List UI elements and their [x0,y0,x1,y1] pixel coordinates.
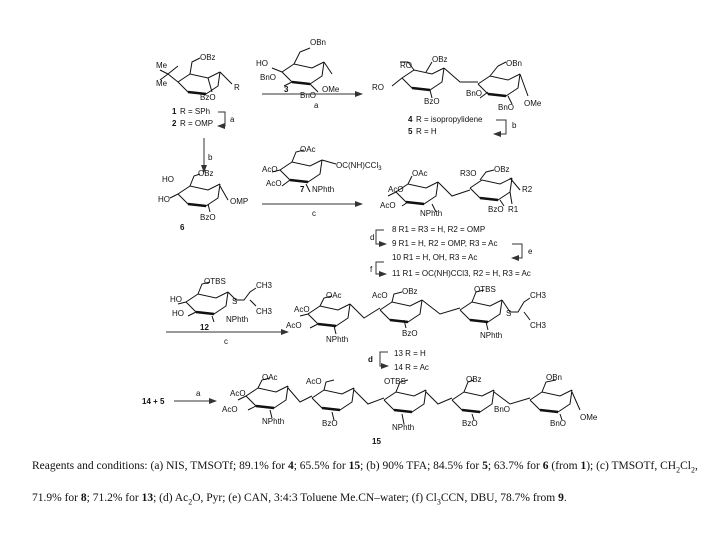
step-e-label: e [528,247,533,256]
step-b-label: b [512,121,517,130]
label-aco: AcO [230,389,246,398]
label-ho: HO [170,295,182,304]
label-bzo: BzO [402,329,418,338]
compound-2-text: R = OMP [180,119,214,128]
label-aco-3: AcO [372,291,388,300]
arrow-step-c-2 [166,332,288,346]
compound-8-text: 8 R1 = R3 = H, R2 = OMP [392,225,486,234]
label-bzo-2: BzO [462,419,478,428]
label-aco: AcO [294,305,310,314]
label-ch3-1: CH3 [256,281,273,290]
label-obz: OBz [432,55,448,64]
label-obz: OBz [198,169,214,178]
compound-12-number: 12 [200,323,209,332]
label-bno-2: BnO [550,419,567,428]
label-obz: OBz [200,53,216,62]
label-r1: R1 [508,205,519,214]
compound-13-14-list [368,349,429,372]
label-aco: AcO [388,185,404,194]
label-s: S [506,309,512,318]
compound-7-number: 7 [300,185,305,194]
label-ome: OMe [524,99,542,108]
label-ro-2: RO [372,83,384,92]
label-bno: BnO [466,89,483,98]
label-oac: OAc [300,145,316,154]
compound-15-number: 15 [372,437,381,446]
compound-4-text: R = isopropylidene [416,115,483,124]
compound-14-text: 14 R = Ac [394,363,429,372]
label-ho-2: HO [158,195,170,204]
compound-8-11-list [370,225,533,278]
compound-6-structure [158,169,248,232]
step-f-label: f [370,265,373,274]
label-nphth-1: NPhth [326,335,349,344]
label-ho: HO [256,59,268,68]
step-d-label: d [368,355,373,364]
label-ho: HO [162,175,174,184]
label-s: S [232,297,238,306]
label-ch3-2: CH3 [530,321,547,330]
arrow-step-a-2 [142,389,216,406]
label-otbs: OTBS [474,285,496,294]
compound-4-number: 4 [408,115,413,124]
label-obn: OBn [310,38,327,47]
compound-1-number: 1 [172,107,177,116]
label-nphth: NPhth [226,315,249,324]
step-a-label: a [230,115,235,124]
compound-10-text: 10 R1 = H, OH, R3 = Ac [392,253,478,262]
label-ome: OMe [322,85,340,94]
compound-7-structure [262,145,382,194]
label-otbs: OTBS [204,277,226,286]
label-bno-2: BnO [300,91,317,100]
label-bzo: BzO [200,93,216,102]
compound-3-number: 3 [284,85,289,94]
arrow-step-c [262,204,362,218]
label-obn: OBn [546,373,563,382]
label-obz: OBz [466,375,482,384]
label-ho-2: HO [172,309,184,318]
label-aco: AcO [262,165,278,174]
compound-8-11-structure [380,165,533,218]
label-ome: OMe [580,413,598,422]
reagents-caption: Reagents and conditions: (a) NIS, TMSOTf; 89.1% for 4; 65.5% for 15; (b) 90% TFA; 84.5% for 5; 63.7% for 6 (from 1); (c) TMSOTf, $CH_2Cl_2$, 71.9% for 8; 71.2% for 13; (d) $Ac_2O$, Pyr; (e) CAN, 3:4:3 Toluene Me.CN–water; (f) $Cl_3CCN$, DBU, 78.7% from 9. [32,460,698,507]
label-aco-2: AcO [380,201,396,210]
compound-13-14-structure [286,285,547,344]
compound-5-number: 5 [408,127,413,136]
compound-6-number: 6 [180,223,185,232]
label-obn: OBn [506,59,523,68]
label-r: R [234,83,240,92]
compound-3-structure [256,38,340,100]
label-obz: OBz [494,165,510,174]
compound-1-2-structure [156,53,240,128]
label-me-2: Me [156,79,168,88]
compound-4-5-structure [372,55,542,136]
label-oac: OAc [262,373,278,382]
label-bzo: BzO [200,213,216,222]
compound-1-text: R = SPh [180,107,211,116]
label-bzo: BzO [488,205,504,214]
arrow-step-b-vertical [204,138,213,172]
arrow-label: c [224,337,228,346]
arrow-label: a [196,389,201,398]
label-nphth: NPhth [312,185,335,194]
label-bno-2: BnO [498,103,515,112]
compound-15-structure [222,373,598,446]
label-aco-2: AcO [266,179,282,188]
reactants-label: 14 + 5 [142,397,165,406]
label-nphth-2: NPhth [392,423,415,432]
label-bzo: BzO [424,97,440,106]
compound-13-text: 13 R = H [394,349,426,358]
label-omp: OMP [230,197,249,206]
step-d-label: d [370,233,375,242]
label-oac: OAc [326,291,342,300]
arrow-label: c [312,209,316,218]
label-bno: BnO [494,405,511,414]
compound-12-structure [170,277,273,332]
compound-9-text: 9 R1 = H, R2 = OMP, R3 = Ac [392,239,498,248]
compound-11-text: 11 R1 = OC(NH)CCl3, R2 = H, R3 = Ac [392,269,531,278]
compound-5-text: R = H [416,127,437,136]
label-ch3-2: CH3 [256,307,273,316]
label-bzo: BzO [322,419,338,428]
label-otbs: OTBS [384,377,406,386]
label-nphth: NPhth [420,209,443,218]
compound-2-number: 2 [172,119,177,128]
label-r2: R2 [522,185,533,194]
arrow-label: a [314,101,319,110]
label-aco-3: AcO [306,377,322,386]
label-nphth-2: NPhth [480,331,503,340]
label-me-1: Me [156,61,168,70]
label-aco-2: AcO [222,405,238,414]
label-trichloroacetimidate: OC(NH)CCl$_3$ [336,161,382,172]
label-ch3-1: CH3 [530,291,547,300]
label-ro: RO [400,61,412,70]
label-oac: OAc [412,169,428,178]
label-r3o: R3O [460,169,477,178]
label-nphth-1: NPhth [262,417,285,426]
label-aco-2: AcO [286,321,302,330]
label-bno: BnO [260,73,277,82]
arrow-label: b [208,153,213,162]
label-obz: OBz [402,287,418,296]
